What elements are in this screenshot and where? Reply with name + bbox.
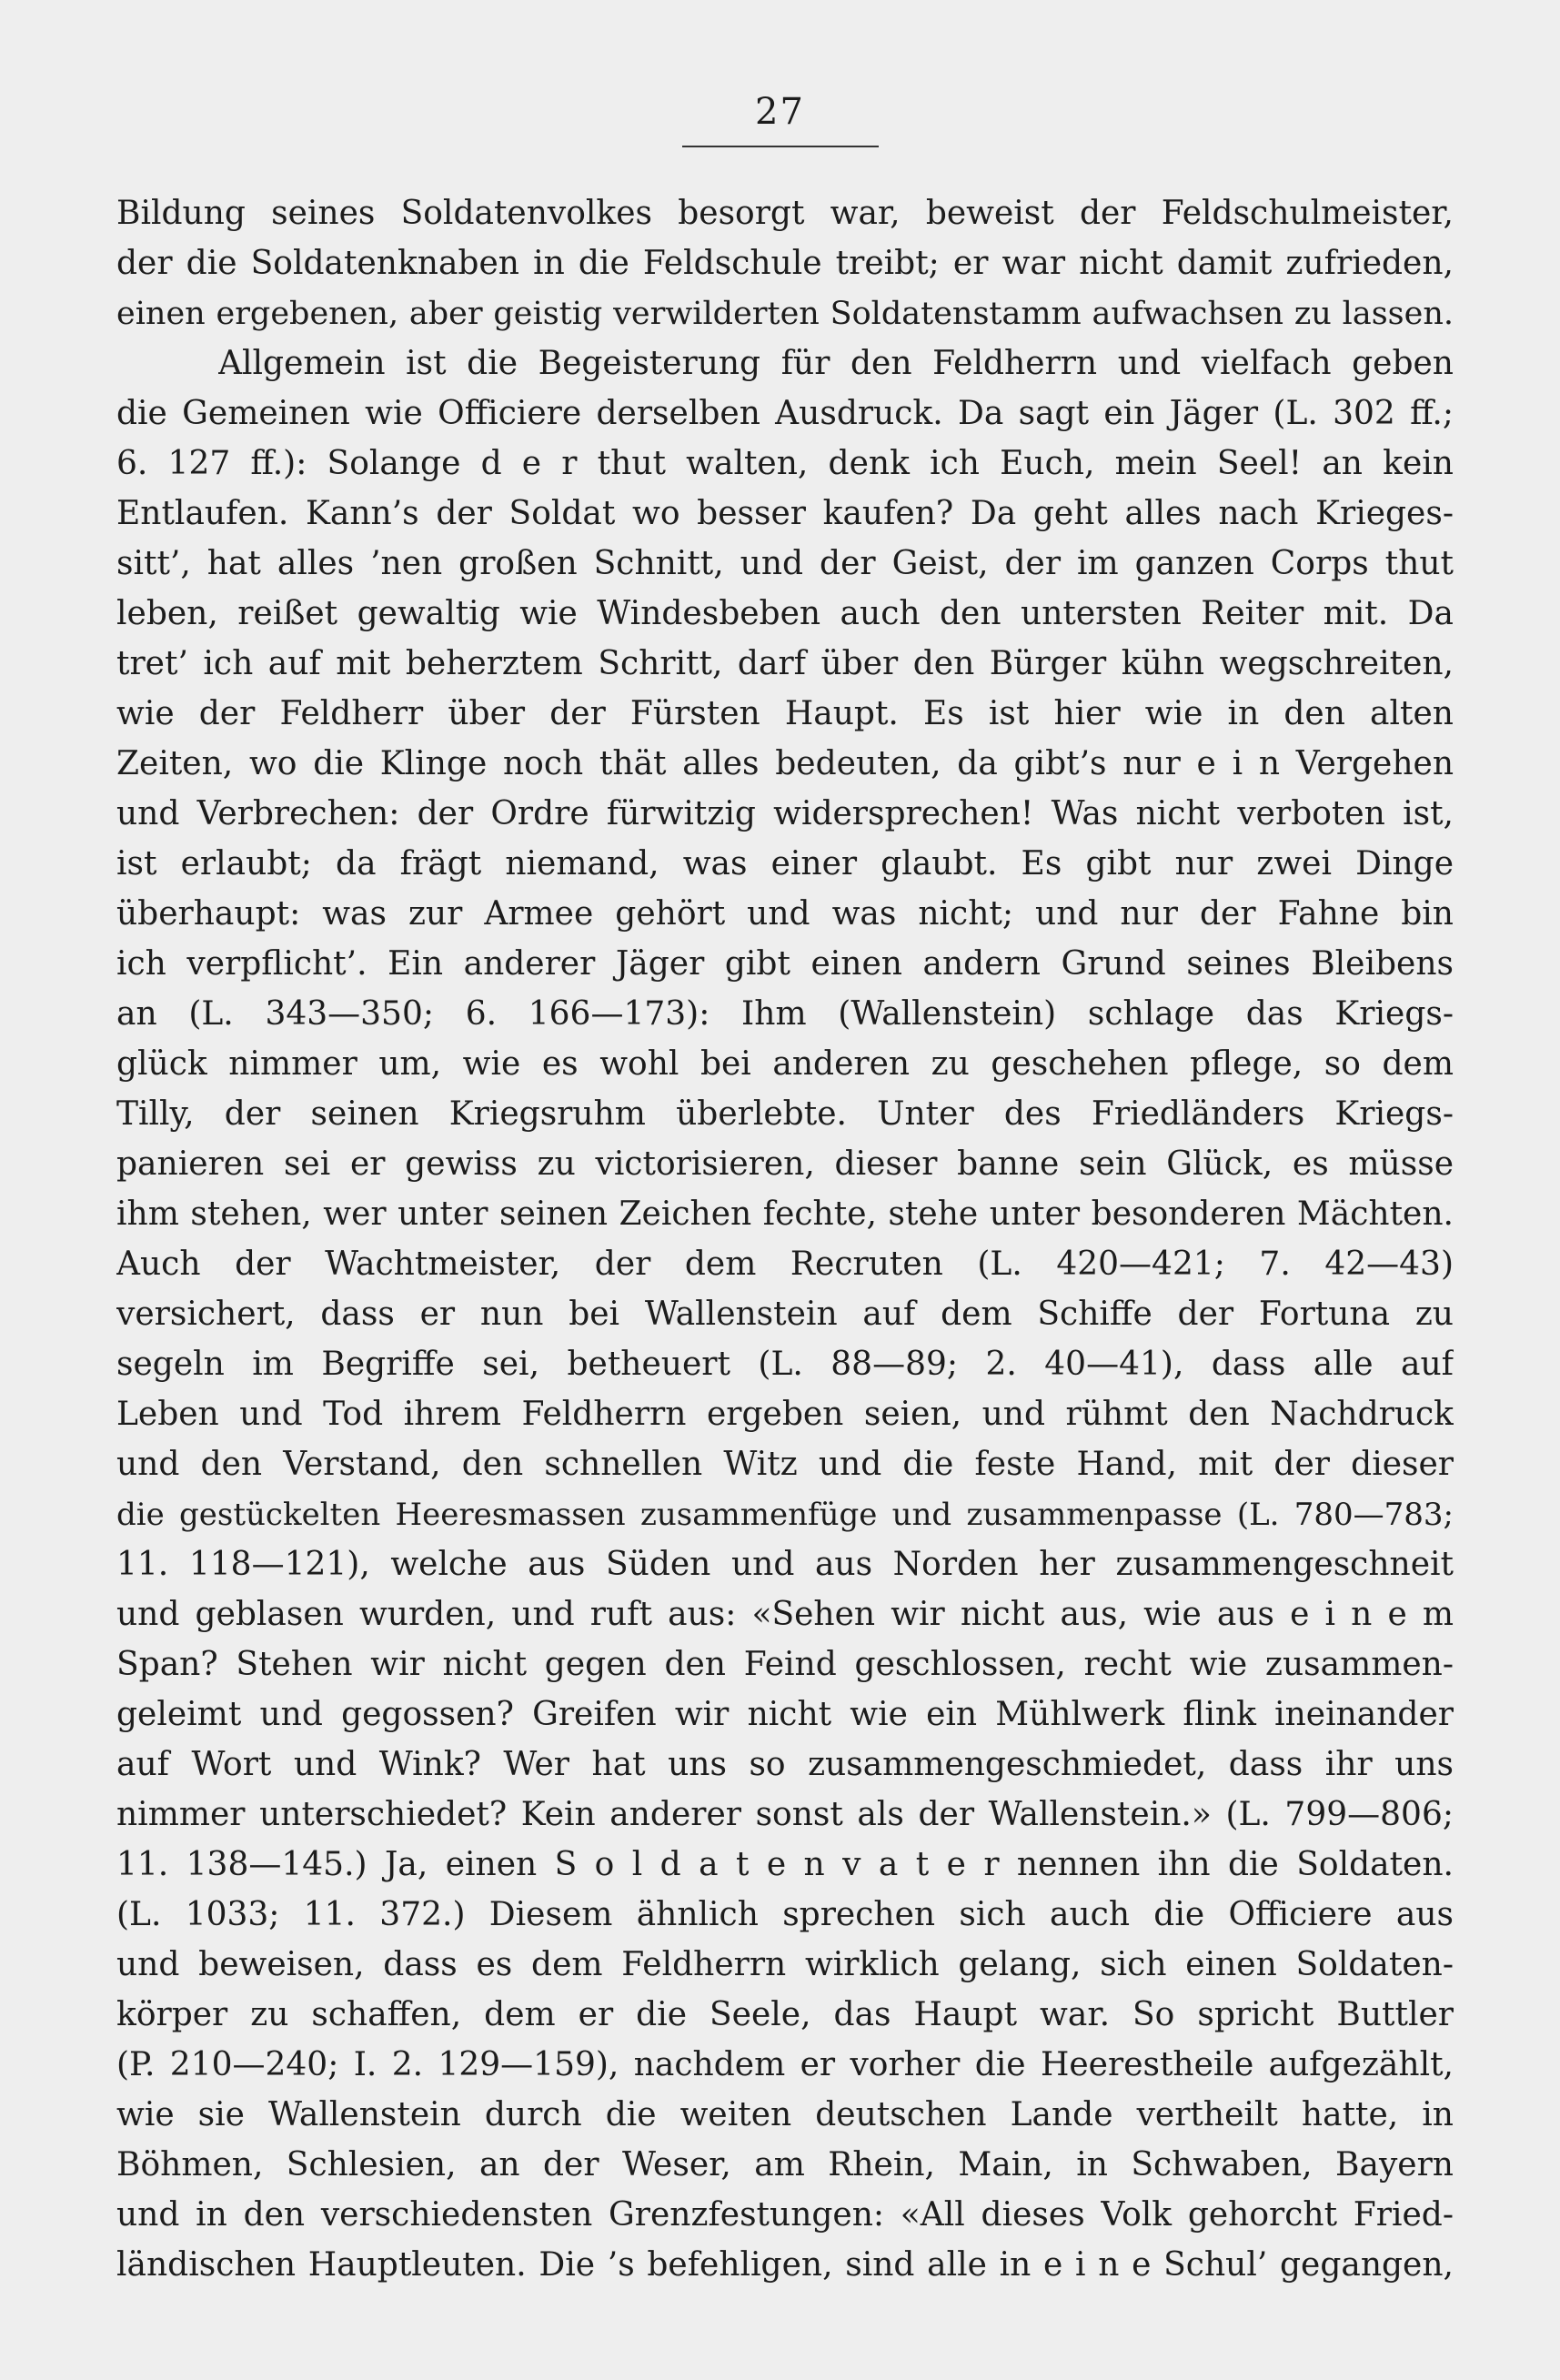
text-line: glück nimmer um, wie es wohl bei anderen zu geschehen pflege, so dem — [116, 1045, 1454, 1083]
text-line: Böhmen, Schlesien, an der Weser, am Rhein, Main, in Schwaben, Bayern — [116, 2146, 1454, 2183]
header-rule — [682, 146, 879, 147]
text-line: Allgemein ist die Begeisterung für den Feldherrn und vielfach geben — [218, 345, 1454, 382]
text-line: tret’ ich auf mit beherztem Schritt, darf über den Bürger kühn wegschreiten, — [116, 645, 1454, 682]
text-line: an (L. 343—350; 6. 166—173): Ihm (Wallenstein) schlage das Kriegs- — [116, 995, 1454, 1033]
text-line: versichert, dass er nun bei Wallenstein auf dem Schiffe der Fortuna zu — [116, 1296, 1454, 1333]
text-line: der die Soldatenknaben in die Feldschule treibt; er war nicht damit zufrieden, — [116, 245, 1454, 282]
text-line: Bildung seines Soldatenvolkes besorgt war, beweist der Feldschulmeister, — [116, 195, 1454, 232]
text-line: ländischen Hauptleuten. Die ’s befehligen, sind alle in e i n e Schul’ gegangen, — [116, 2246, 1454, 2284]
text-line: Entlaufen. Kann’s der Soldat wo besser kaufen? Da geht alles nach Krieges- — [116, 495, 1454, 532]
text-line: körper zu schaffen, dem er die Seele, das Haupt war. So spricht Buttler — [116, 1996, 1454, 2033]
text-line: überhaupt: was zur Armee gehört und was nicht; und nur der Fahne bin — [116, 895, 1454, 933]
text-line: einen ergebenen, aber geistig verwilderten Soldatenstamm aufwachsen zu lassen. — [116, 296, 1454, 332]
text-line: wie sie Wallenstein durch die weiten deutschen Lande vertheilt hatte, in — [116, 2096, 1454, 2133]
text-line: und geblasen wurden, und ruft aus: «Sehen wir nicht aus, wie aus e i n e m — [116, 1596, 1454, 1633]
text-line: auf Wort und Wink? Wer hat uns so zusammengeschmiedet, dass ihr uns — [116, 1746, 1454, 1783]
text-line: (P. 210—240; I. 2. 129—159), nachdem er vorher die Heerestheile aufgezählt, — [116, 2046, 1454, 2083]
text-line: panieren sei er gewiss zu victorisieren, dieser banne sein Glück, es müsse — [116, 1145, 1454, 1183]
text-line: wie der Feldherr über der Fürsten Haupt. Es ist hier wie in den alten — [116, 695, 1454, 732]
text-line: ist erlaubt; da frägt niemand, was einer glaubt. Es gibt nur zwei Dinge — [116, 845, 1454, 882]
text-line: und beweisen, dass es dem Feldherrn wirklich gelang, sich einen Soldaten- — [116, 1946, 1454, 1983]
text-line: Tilly, der seinen Kriegsruhm überlebte. Unter des Friedländers Kriegs- — [116, 1095, 1454, 1133]
text-line: die Gemeinen wie Officiere derselben Ausdruck. Da sagt ein Jäger (L. 302 ff.; — [116, 395, 1454, 432]
text-line: Span? Stehen wir nicht gegen den Feind geschlossen, recht wie zusammen- — [116, 1646, 1454, 1683]
text-line: und den Verstand, den schnellen Witz und die feste Hand, mit der dieser — [116, 1446, 1454, 1483]
text-line: 6. 127 ff.): Solange d e r thut walten, denk ich Euch, mein Seel! an kein — [116, 445, 1454, 482]
text-line: ihm stehen, wer unter seinen Zeichen fechte, stehe unter besonderen Mächten. — [116, 1195, 1454, 1233]
text-line: leben, reißet gewaltig wie Windesbeben auch den untersten Reiter mit. Da — [116, 595, 1454, 632]
text-line: die gestückelten Heeresmassen zusammenfüge und zusammenpasse (L. 780—783; — [116, 1497, 1454, 1533]
text-line: sitt’, hat alles ’nen großen Schnitt, und der Geist, der im ganzen Corps thut — [116, 545, 1454, 582]
text-line: ich verpflicht’. Ein anderer Jäger gibt einen andern Grund seines Bleibens — [116, 945, 1454, 983]
text-line: geleimt und gegossen? Greifen wir nicht wie ein Mühlwerk flink ineinander — [116, 1696, 1454, 1733]
text-line: 11. 138—145.) Ja, einen S o l d a t e n v a t e r nennen ihn die Soldaten. — [116, 1846, 1454, 1883]
text-line: (L. 1033; 11. 372.) Diesem ähnlich sprechen sich auch die Officiere aus — [116, 1896, 1454, 1933]
text-line: Zeiten, wo die Klinge noch thät alles bedeuten, da gibt’s nur e i n Vergehen — [116, 745, 1454, 782]
text-line: und in den verschiedensten Grenzfestungen: «All dieses Volk gehorcht Fried- — [116, 2196, 1454, 2234]
text-line: segeln im Begriffe sei, betheuert (L. 88—89; 2. 40—41), dass alle auf — [116, 1346, 1454, 1383]
text-line: Leben und Tod ihrem Feldherrn ergeben seien, und rühmt den Nachdruck — [116, 1396, 1454, 1433]
body-text — [116, 187, 1454, 2370]
text-line: und Verbrechen: der Ordre fürwitzig widersprechen! Was nicht verboten ist, — [116, 795, 1454, 832]
page-number: 27 — [755, 91, 805, 133]
text-line: Auch der Wachtmeister, der dem Recruten (L. 420—421; 7. 42—43) — [116, 1245, 1454, 1283]
text-line: nimmer unterschiedet? Kein anderer sonst als der Wallenstein.» (L. 799—806; — [116, 1796, 1454, 1833]
text-line: 11. 118—121), welche aus Süden und aus Norden her zusammengeschneit — [116, 1546, 1454, 1583]
